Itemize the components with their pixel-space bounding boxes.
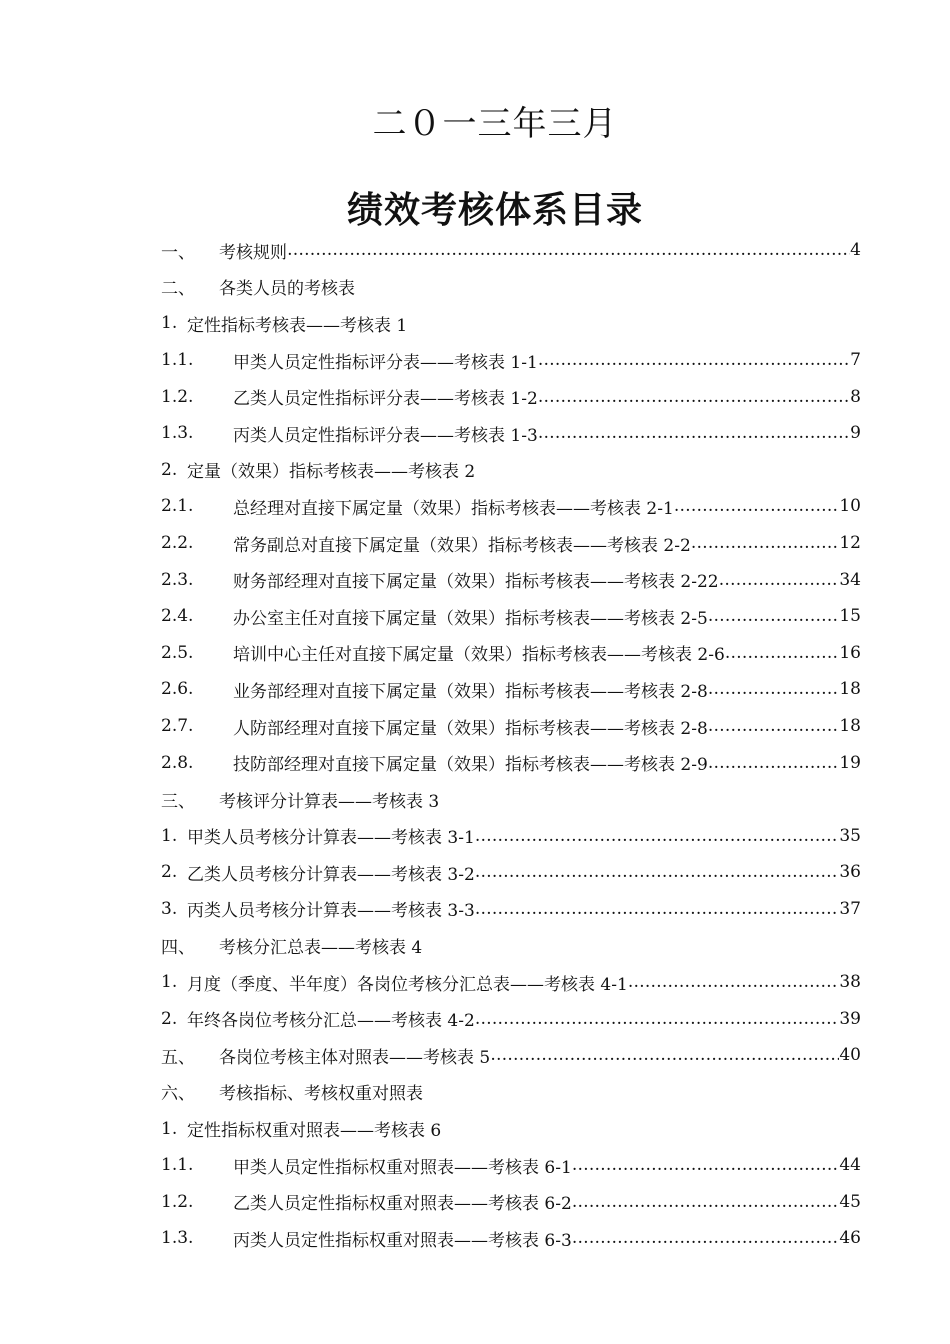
document-date: 二０一三年三月 bbox=[372, 104, 618, 144]
toc-entry-title: 甲类人员考核分计算表——考核表 3-1 bbox=[187, 828, 475, 849]
toc-entry-title: 各类人员的考核表 bbox=[219, 279, 355, 300]
toc-entry[interactable] bbox=[161, 927, 861, 964]
toc-entry-number: 1.1. bbox=[161, 350, 194, 371]
toc-entry[interactable] bbox=[161, 635, 861, 672]
toc-entry-title: 定量（效果）指标考核表——考核表 2 bbox=[187, 462, 476, 483]
toc-entry-number: 1.3. bbox=[161, 1228, 194, 1249]
toc-entry-title: 培训中心主任对直接下属定量（效果）指标考核表——考核表 2-6 bbox=[233, 645, 725, 666]
toc-entry-number: 2.1. bbox=[161, 496, 194, 517]
toc-entry[interactable] bbox=[161, 1147, 861, 1184]
toc-entry-page: 16 bbox=[839, 642, 861, 663]
toc-entry-number: 2. bbox=[161, 862, 178, 883]
toc-dot-leader bbox=[708, 679, 840, 699]
toc-entry[interactable] bbox=[161, 1037, 861, 1074]
toc-entry-title: 丙类人员定性指标评分表——考核表 1-3 bbox=[233, 425, 538, 446]
toc-entry[interactable] bbox=[161, 415, 861, 452]
toc-entry-page: 7 bbox=[850, 350, 861, 371]
toc-dot-leader bbox=[287, 240, 850, 260]
toc-entry[interactable] bbox=[161, 561, 861, 598]
toc-entry-title: 年终各岗位考核分汇总——考核表 4-2 bbox=[187, 1011, 475, 1032]
toc-entry-number: 2.4. bbox=[161, 606, 194, 627]
toc-entry[interactable] bbox=[161, 452, 861, 489]
toc-dot-leader bbox=[475, 862, 840, 882]
toc-entry-number: 1. bbox=[161, 1118, 178, 1139]
toc-dot-leader bbox=[538, 423, 850, 443]
toc-entry[interactable] bbox=[161, 342, 861, 379]
toc-entry-number: 1.2. bbox=[161, 1191, 194, 1212]
toc-entry[interactable] bbox=[161, 1220, 861, 1257]
toc-entry-title: 办公室主任对直接下属定量（效果）指标考核表——考核表 2-5 bbox=[233, 608, 708, 629]
toc-entry-title: 人防部经理对直接下属定量（效果）指标考核表——考核表 2-8 bbox=[233, 718, 708, 739]
toc-entry[interactable] bbox=[161, 708, 861, 745]
toc-entry-title: 乙类人员定性指标权重对照表——考核表 6-2 bbox=[233, 1194, 572, 1215]
toc-entry-page: 9 bbox=[850, 423, 861, 444]
toc-entry-number: 2.8. bbox=[161, 752, 194, 773]
toc-dot-leader bbox=[708, 716, 840, 736]
toc-entry-page: 46 bbox=[839, 1228, 861, 1249]
toc-entry[interactable] bbox=[161, 818, 861, 855]
toc-entry-number: 五、 bbox=[161, 1047, 195, 1068]
toc-dot-leader bbox=[628, 972, 840, 992]
toc-entry-title: 定性指标权重对照表——考核表 6 bbox=[187, 1121, 442, 1142]
toc-entry-title: 乙类人员考核分计算表——考核表 3-2 bbox=[187, 864, 475, 885]
toc-entry[interactable] bbox=[161, 598, 861, 635]
toc-entry[interactable] bbox=[161, 488, 861, 525]
toc-entry-page: 35 bbox=[839, 825, 861, 846]
toc-entry-number: 2.2. bbox=[161, 533, 194, 554]
toc-dot-leader bbox=[475, 1009, 840, 1029]
toc-entry-number: 2.3. bbox=[161, 569, 194, 590]
toc-entry-page: 4 bbox=[850, 240, 861, 261]
toc-entry[interactable] bbox=[161, 1183, 861, 1220]
toc-entry-title: 总经理对直接下属定量（效果）指标考核表——考核表 2-1 bbox=[233, 498, 674, 519]
toc-entry-number: 3. bbox=[161, 898, 178, 919]
toc-entry-title: 乙类人员定性指标评分表——考核表 1-2 bbox=[233, 389, 538, 410]
toc-entry-page: 18 bbox=[839, 679, 861, 700]
toc-entry-page: 39 bbox=[839, 1008, 861, 1029]
toc-entry-number: 1. bbox=[161, 972, 178, 993]
toc-entry-number: 1.1. bbox=[161, 1155, 194, 1176]
toc-entry-page: 18 bbox=[839, 716, 861, 737]
toc-entry-title: 丙类人员考核分计算表——考核表 3-3 bbox=[187, 901, 475, 922]
toc-dot-leader bbox=[708, 606, 840, 626]
toc-entry-number: 2.7. bbox=[161, 716, 194, 737]
toc-entry-page: 34 bbox=[839, 569, 861, 590]
toc-entry-title: 财务部经理对直接下属定量（效果）指标考核表——考核表 2-22 bbox=[233, 572, 719, 593]
toc-entry-number: 1.3. bbox=[161, 423, 194, 444]
toc-dot-leader bbox=[674, 496, 840, 516]
toc-dot-leader bbox=[708, 753, 840, 773]
toc-dot-leader bbox=[475, 899, 840, 919]
toc-entry[interactable] bbox=[161, 232, 861, 269]
toc-dot-leader bbox=[572, 1155, 840, 1175]
toc-entry-title: 常务副总对直接下属定量（效果）指标考核表——考核表 2-2 bbox=[233, 535, 691, 556]
toc-entry[interactable] bbox=[161, 269, 861, 306]
toc-entry-number: 1. bbox=[161, 825, 178, 846]
toc-entry[interactable] bbox=[161, 1110, 861, 1147]
toc-entry-page: 37 bbox=[839, 898, 861, 919]
toc-entry-number: 六、 bbox=[161, 1084, 195, 1105]
toc-entry[interactable] bbox=[161, 671, 861, 708]
toc-entry-number: 二、 bbox=[161, 279, 195, 300]
toc-entry-number: 一、 bbox=[161, 242, 195, 263]
toc-entry-number: 1. bbox=[161, 313, 178, 334]
toc-dot-leader bbox=[538, 387, 850, 407]
toc-entry-title: 考核分汇总表——考核表 4 bbox=[219, 938, 423, 959]
toc-entry-page: 36 bbox=[839, 862, 861, 883]
toc-entry-page: 10 bbox=[839, 496, 861, 517]
toc-entry[interactable] bbox=[161, 525, 861, 562]
toc-entry-number: 2.5. bbox=[161, 642, 194, 663]
toc-entry-number: 1.2. bbox=[161, 386, 194, 407]
toc-entry-page: 12 bbox=[839, 533, 861, 554]
toc-entry[interactable] bbox=[161, 964, 861, 1001]
toc-dot-leader bbox=[719, 570, 840, 590]
toc-entry-page: 45 bbox=[839, 1191, 861, 1212]
toc-dot-leader bbox=[475, 826, 840, 846]
toc-entry-number: 2. bbox=[161, 459, 178, 480]
toc-entry[interactable] bbox=[161, 378, 861, 415]
toc-entry-number: 2. bbox=[161, 1008, 178, 1029]
toc-entry-title: 业务部经理对直接下属定量（效果）指标考核表——考核表 2-8 bbox=[233, 681, 708, 702]
toc-entry[interactable] bbox=[161, 854, 861, 891]
toc-entry[interactable] bbox=[161, 305, 861, 342]
toc-entry-title: 丙类人员定性指标权重对照表——考核表 6-3 bbox=[233, 1230, 572, 1251]
toc-dot-leader bbox=[572, 1228, 840, 1248]
toc-dot-leader bbox=[538, 350, 850, 370]
toc-entry[interactable] bbox=[161, 1074, 861, 1111]
toc-dot-leader bbox=[490, 1045, 839, 1065]
toc-title: 绩效考核体系目录 bbox=[346, 189, 643, 231]
toc-entry-title: 技防部经理对直接下属定量（效果）指标考核表——考核表 2-9 bbox=[233, 755, 708, 776]
toc-entry-page: 8 bbox=[850, 386, 861, 407]
toc-entry-number: 四、 bbox=[161, 938, 195, 959]
toc-entry-title: 考核指标、考核权重对照表 bbox=[219, 1084, 423, 1105]
toc-dot-leader bbox=[725, 643, 840, 663]
toc-entry-title: 各岗位考核主体对照表——考核表 5 bbox=[219, 1047, 491, 1068]
toc-entry-page: 40 bbox=[839, 1045, 861, 1066]
toc-entry[interactable] bbox=[161, 781, 861, 818]
toc-entry-page: 15 bbox=[839, 606, 861, 627]
toc-entry-title: 甲类人员定性指标权重对照表——考核表 6-1 bbox=[233, 1157, 572, 1178]
toc-entry-title: 月度（季度、半年度）各岗位考核分汇总表——考核表 4-1 bbox=[187, 974, 628, 995]
toc-entry-page: 19 bbox=[839, 752, 861, 773]
toc-entry[interactable] bbox=[161, 744, 861, 781]
toc-entry-title: 考核规则 bbox=[219, 242, 287, 263]
toc-entry-title: 甲类人员定性指标评分表——考核表 1-1 bbox=[233, 352, 538, 373]
table-of-contents bbox=[161, 232, 861, 1257]
toc-entry[interactable] bbox=[161, 1000, 861, 1037]
toc-entry-number: 2.6. bbox=[161, 679, 194, 700]
toc-entry-page: 44 bbox=[839, 1155, 861, 1176]
toc-entry[interactable] bbox=[161, 891, 861, 928]
toc-dot-leader bbox=[572, 1192, 840, 1212]
toc-entry-number: 三、 bbox=[161, 791, 195, 812]
toc-entry-title: 定性指标考核表——考核表 1 bbox=[187, 315, 408, 336]
toc-dot-leader bbox=[691, 533, 840, 553]
toc-entry-title: 考核评分计算表——考核表 3 bbox=[219, 791, 440, 812]
toc-entry-page: 38 bbox=[839, 972, 861, 993]
